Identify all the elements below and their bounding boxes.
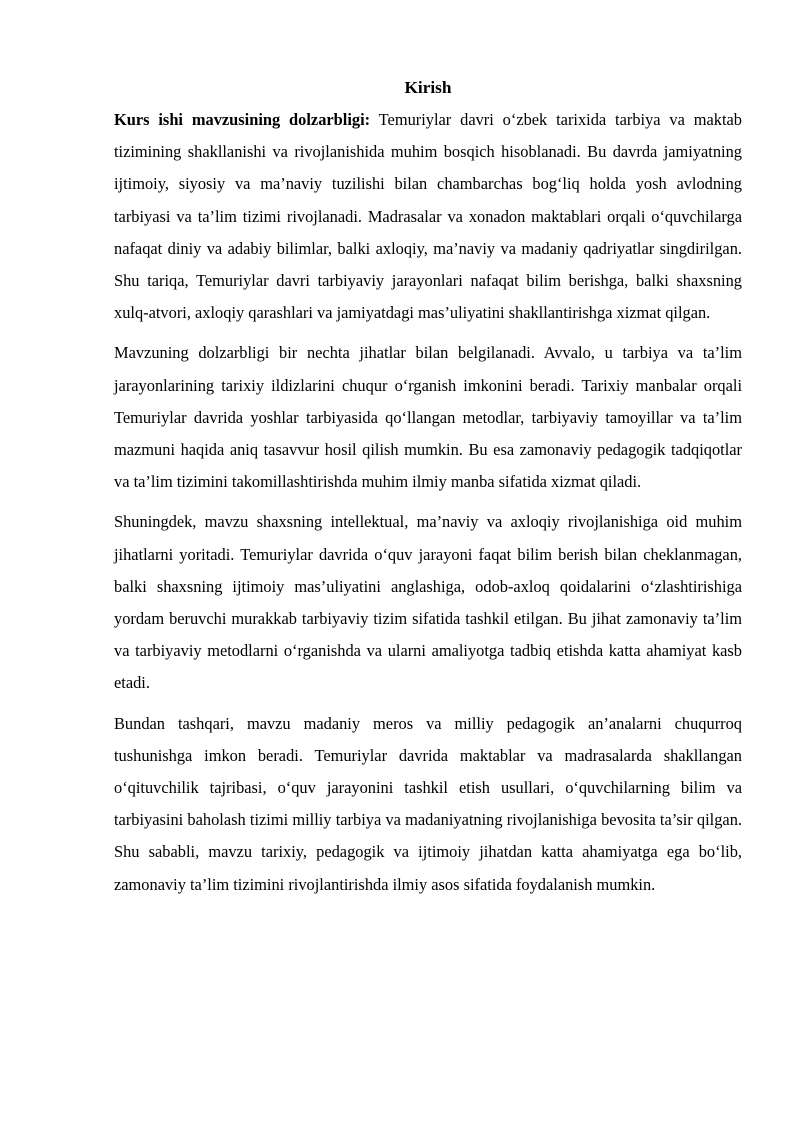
paragraph-text: Temuriylar davri o‘zbek tarixida tarbiya va maktab tizimining shakllanishi va rivojlanishida muhim bosqich hisoblanadi. Bu davrda jamiyatning ijtimoiy, siyosiy va ma’naviy tuzilishi bilan chambarchas bog‘liq holda yosh avlodning tarbiyasi va ta’lim tizimi rivojlanadi. Madrasalar va xonadon maktablari orqali o‘quvchilarga nafaqat diniy va adabiy bilimlar, balki axloqiy, ma’naviy va madaniy qadriyatlar singdirilgan. Shu tariqa, Temuriylar davri tarbiyaviy jarayonlari nafaqat bilim berishga, balki shaxsning xulq-atvori, axloqiy qarashlari va jamiyatdagi mas’uliyatini shakllantirishga xizmat qilgan.	[114, 110, 742, 323]
paragraph-4: Bundan tashqari, mavzu madaniy meros va milliy pedagogik an’analarni chuqurroq tushunishga imkon beradi. Temuriylar davrida maktablar va madrasalarda shakllangan o‘qituvchilik tajribasi, o‘quv jarayonini tashkil etish usullari, o‘quvchilarning bilim va tarbiyasini baholash tizimi milliy tarbiya va madaniyatning rivojlanishiga bevosita ta’sir qilgan. Shu sababli, mavzu tarixiy, pedagogik va ijtimoiy jihatdan katta ahamiyatga ega bo‘lib, zamonaviy ta’lim tizimini rivojlantirishda ilmiy asos sifatida foydalanish mumkin.	[114, 713, 742, 894]
section-title: Kirish	[404, 78, 452, 97]
paragraph-3: Shuningdek, mavzu shaxsning intellektual, ma’naviy va axloqiy rivojlanishiga oid muhim jihatlarni yoritadi. Temuriylar davrida o‘quv jarayoni faqat bilim berish bilan cheklanmagan, balki shaxsning ijtimoiy mas’uliyatini anglashiga, odob-axloq qoidalarini o‘zlashtirishiga yordam beruvchi murakkab tarbiyaviy tizim sifatida tashkil etilgan. Bu jihat zamonaviy ta’lim va tarbiyaviy metodlarni o‘rganishda va ularni amaliyotga tadbiq etishda katta ahamiyat kasb etadi.	[114, 512, 742, 693]
paragraph-lead: Kurs ishi mavzusining dolzarbligi:	[114, 110, 371, 129]
paragraph-relevance	[114, 104, 742, 329]
paragraph-2: Mavzuning dolzarbligi bir nechta jihatlar bilan belgilanadi. Avvalo, u tarbiya va ta’lim jarayonlarining tarixiy ildizlarini chuqur o‘rganish imkonini beradi. Tarixiy manbalar orqali Temuriylar davrida yoshlar tarbiyasida qo‘llangan metodlar, tarbiyaviy tamoyillar va ta’lim mazmuni haqida aniq tasavvur hosil qilish mumkin. Bu esa zamonaviy pedagogik tadqiqotlar va ta’lim tizimini takomillashtirishda muhim ilmiy manba sifatida xizmat qiladi.	[114, 343, 742, 492]
document-page	[114, 72, 742, 909]
